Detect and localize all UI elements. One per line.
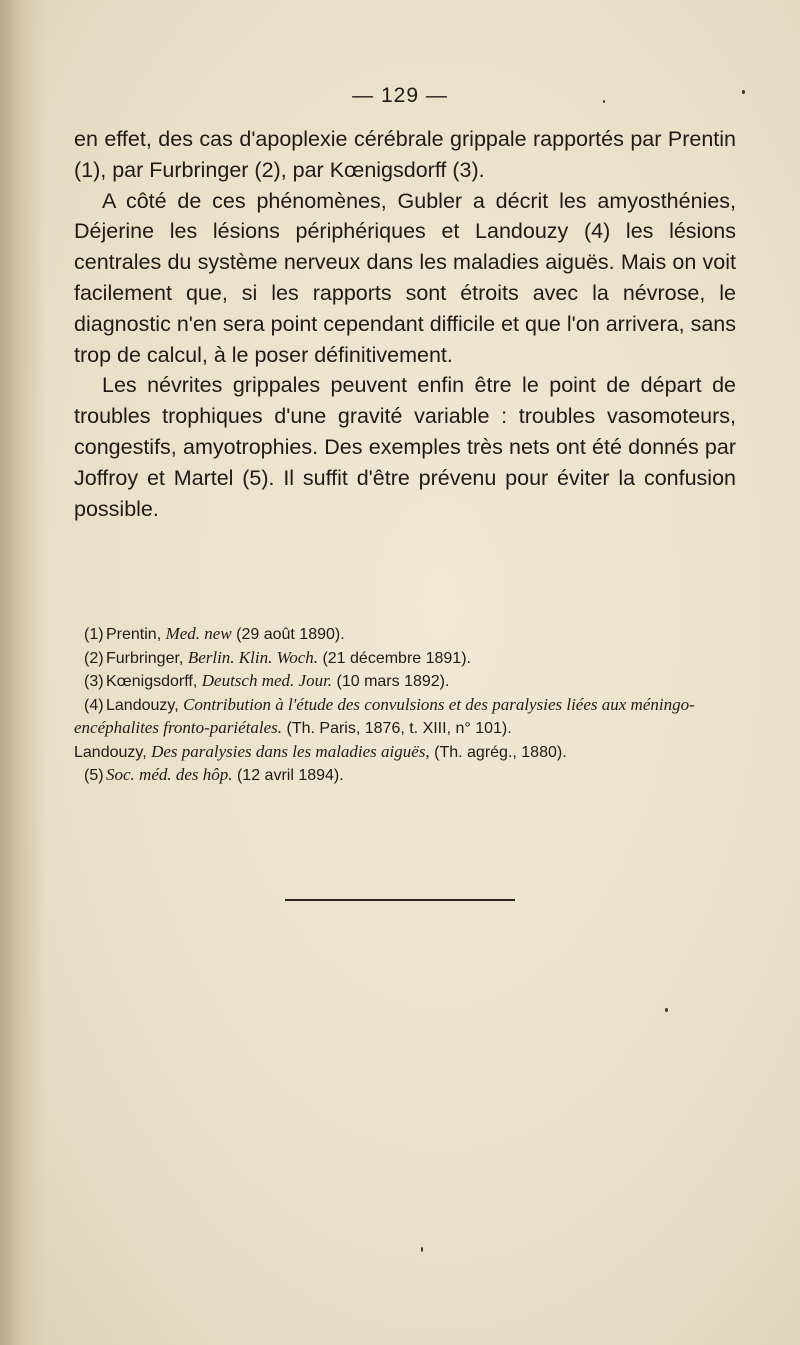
footnote-number: (3) [84, 673, 104, 690]
footnotes [74, 623, 736, 788]
footnote-title: Des paralysies dans les maladies aiguës, [151, 741, 430, 761]
footnote [74, 623, 736, 647]
footnote [74, 694, 736, 741]
footnote-details: (21 décembre 1891). [318, 649, 471, 667]
page-edge-shadow [0, 0, 46, 1345]
footnote-number: (1) [84, 626, 104, 643]
footnote-author: Kœnigsdorff, [106, 673, 202, 690]
footnote-number: (5) [84, 767, 104, 784]
footnote-number: (2) [84, 649, 104, 667]
ink-speck [742, 90, 745, 94]
footnote [74, 647, 736, 671]
footnote-title: Soc. méd. des hôp. [106, 765, 233, 784]
footnote-title: Contribution à l'étude des convulsions et des paralysies liées aux méningo-encéphalites fronto-pariétales. [74, 694, 695, 737]
footnote-details: (Th. agrég., 1880). [429, 743, 567, 761]
footnote [74, 764, 736, 788]
page-number: — 129 — [352, 84, 448, 107]
footnote-author: Landouzy, [74, 743, 152, 761]
footnote-details: (29 août 1890). [231, 626, 345, 643]
paragraph-3: Les névrites grippales peuvent enfin être le point de départ de troubles trophiques d'une gravité variable : troubles vasomoteurs, congestifs, amyotrophies. Des exemples très nets ont été donnés par Joffroy et Martel (5). Il suffit d'être prévenu pour éviter la confusion possible. [74, 373, 736, 521]
ink-speck [421, 1247, 423, 1252]
paragraph-2: A côté de ces phénomènes, Gubler a décrit les amyosthénies, Déjerine les lésions périphériques et Landouzy (4) les lésions centrales du système nerveux dans les maladies aiguës. Mais on voit facilement que, si les rapports sont étroits avec la névrose, le diagnostic n'en sera point cependant difficile et que l'on arrivera, sans trop de calcul, à le poser définitivement. [74, 188, 736, 367]
footnote-title: Berlin. Klin. Woch. [187, 647, 318, 667]
body-text [74, 124, 736, 524]
footnote-author: Landouzy, [106, 696, 184, 714]
footnote-author: Prentin, [106, 626, 166, 643]
footnote-number: (4) [84, 696, 104, 714]
ink-speck [603, 100, 605, 103]
footnote [74, 670, 736, 694]
end-rule [285, 899, 515, 901]
ink-speck [665, 1008, 668, 1012]
footnote-details: (10 mars 1892). [332, 673, 450, 690]
footnote-details: (Th. Paris, 1876, t. XIII, n° 101). [282, 720, 512, 737]
footnote-title: Med. new [165, 624, 232, 643]
footnote-author: Furbringer, [106, 649, 188, 667]
paragraph-1: en effet, des cas d'apoplexie cérébrale grippale rapportés par Prentin (1), par Furbringer (2), par Kœnigsdorff (3). [74, 127, 736, 182]
footnote [74, 741, 736, 765]
footnote-details: (12 avril 1894). [232, 767, 344, 784]
footnote-title: Deutsch med. Jour. [201, 671, 333, 690]
